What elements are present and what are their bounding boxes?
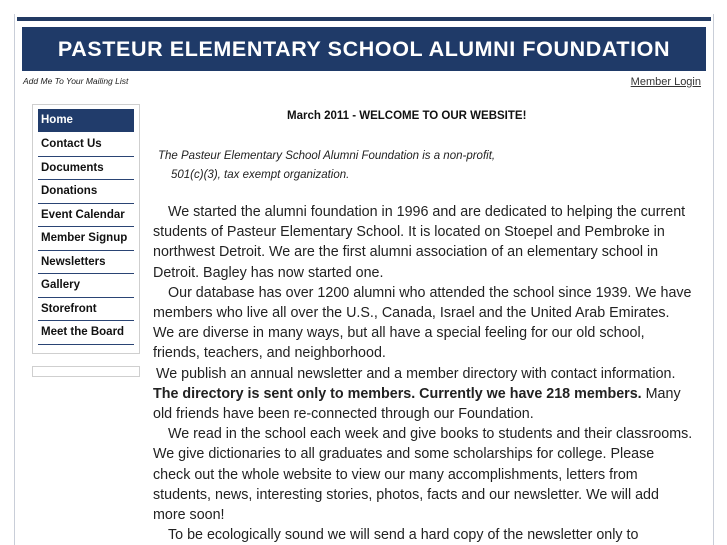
site-title-banner: PASTEUR ELEMENTARY SCHOOL ALUMNI FOUNDATION bbox=[22, 27, 706, 71]
intro-line-2: 501(c)(3), tax exempt organization. bbox=[171, 168, 350, 181]
paragraph-3 bbox=[153, 364, 693, 425]
nav-item-meet-the-board[interactable]: Meet the Board bbox=[38, 321, 134, 345]
nav-item-gallery[interactable]: Gallery bbox=[38, 274, 134, 298]
paragraph-3-end: Many old friends have been re-connected through our Foundation. bbox=[153, 385, 681, 423]
paragraph-1 bbox=[153, 202, 693, 283]
paragraph-5-text: To be ecologically sound we will send a hard copy of the newsletter only to bbox=[168, 527, 639, 544]
member-count-text: The directory is sent only to members. Currently we have 218 members. bbox=[153, 385, 642, 402]
sidebar-nav bbox=[32, 104, 140, 354]
nav-item-home[interactable]: Home bbox=[38, 109, 134, 132]
paragraph-4 bbox=[153, 424, 693, 525]
paragraph-1-text: We started the alumni foundation in 1996 and are dedicated to helping the current students of Pasteur Elementary School. It is located on Stoepel and Pembroke in northwest Detroit. We are the first alumni association of an elementary school in Detroit. Bagley has now started one. bbox=[153, 204, 686, 281]
intro-text bbox=[158, 147, 578, 184]
nav-item-member-signup[interactable]: Member Signup bbox=[38, 227, 134, 251]
paragraph-2-text: Our database has over 1200 alumni who attended the school since 1939. We have members who live all over the U.S., Canada, Israel and the United Arab Emirates. We are diverse in many ways, but all have a special feeling for our old school, friends, teachers, and neighborhood. bbox=[153, 284, 692, 362]
nav-item-newsletters[interactable]: Newsletters bbox=[38, 251, 134, 275]
mailing-list-link[interactable]: Add Me To Your Mailing List bbox=[23, 76, 129, 86]
top-rule bbox=[17, 17, 711, 21]
nav-item-donations[interactable]: Donations bbox=[38, 180, 134, 204]
paragraph-5 bbox=[153, 525, 693, 545]
page-headline: March 2011 - WELCOME TO OUR WEBSITE! bbox=[287, 110, 527, 122]
body-text bbox=[153, 202, 693, 545]
nav-item-storefront[interactable]: Storefront bbox=[38, 298, 134, 322]
member-login-link[interactable]: Member Login bbox=[630, 76, 701, 88]
nav-item-documents[interactable]: Documents bbox=[38, 157, 134, 181]
paragraph-2 bbox=[153, 283, 693, 364]
paragraph-3-text: We publish an annual newsletter and a member directory with contact information. bbox=[156, 365, 676, 382]
paragraph-4-text: We read in the school each week and give books to students and their classrooms. We give dictionaries to all graduates and some scholarships for college. Please check out the whole website to view our many accomplishments, letters from students, news, interesting stories, photos, facts and our newsletter. We will add more soon! bbox=[153, 426, 693, 524]
nav-item-contact-us[interactable]: Contact Us bbox=[38, 133, 134, 157]
nav-item-event-calendar[interactable]: Event Calendar bbox=[38, 204, 134, 228]
intro-line-1: The Pasteur Elementary School Alumni Foundation is a non-profit, bbox=[158, 150, 496, 162]
sidebar-empty-box bbox=[32, 366, 140, 377]
